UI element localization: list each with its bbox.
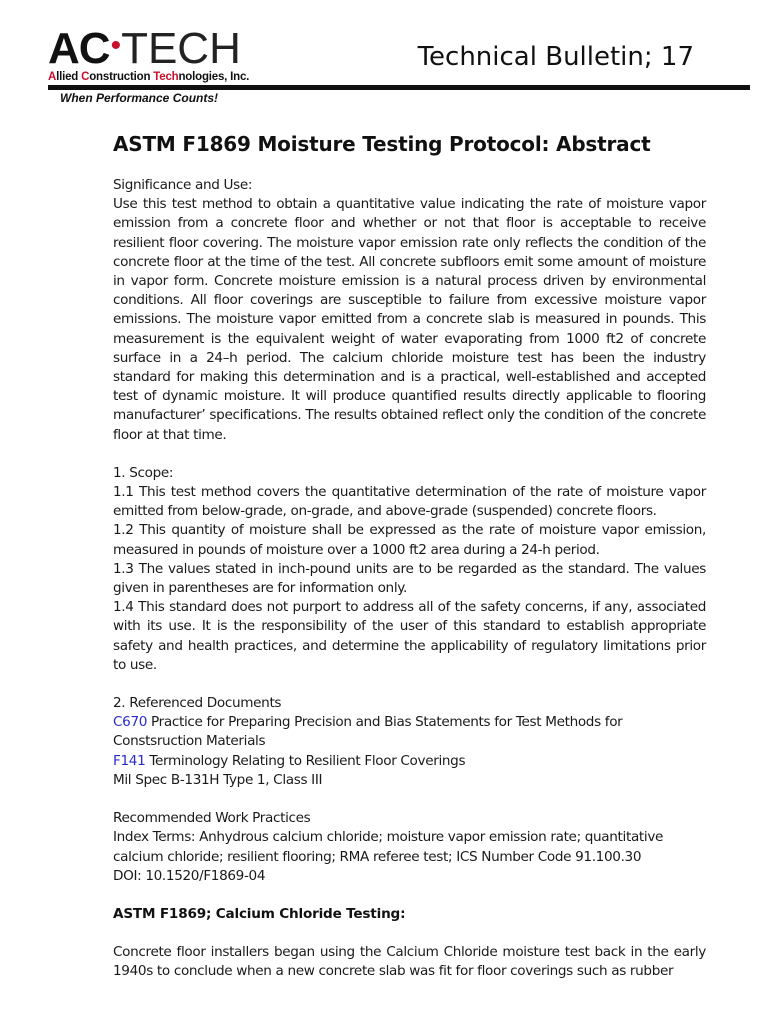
logo-sub-b: llied	[56, 71, 82, 83]
logo-wordmark	[48, 24, 249, 71]
c670-link[interactable]: C670	[113, 714, 148, 731]
c670-title: Practice for Preparing Precision and Bias Statements for Test Methods for Constsruction Materials	[113, 714, 623, 750]
logo-sub-d: onstruction	[89, 71, 154, 83]
calcium-heading: ASTM F1869; Calcium Chloride Testing:	[113, 905, 406, 922]
scope-heading: 1. Scope:	[113, 464, 174, 481]
company-logo	[48, 24, 249, 83]
reference-mil-spec: Mil Spec B-131H Type 1, Class III	[113, 771, 323, 788]
scope-item: 1.3 The values stated in inch-pound units are to be regarded as the standard. The values given in parentheses are for information only.	[113, 560, 706, 597]
scope-item: 1.4 This standard does not purport to address all of the safety concerns, if any, associated with its use. It is the responsibility of the user of this standard to establish appropriate safety and health practices, and determine the applicability of regulatory limitations prior to use.	[113, 599, 706, 673]
logo-sub-e: Tech	[153, 71, 179, 83]
logo-sub-a: A	[48, 71, 57, 83]
f141-link[interactable]: F141	[113, 752, 146, 769]
header-rule	[48, 85, 750, 90]
logo-tech: TECH	[121, 24, 241, 73]
spacer	[113, 675, 706, 694]
scope-item: 1.2 This quantity of moisture shall be expressed as the rate of moisture vapor emission, measured in pounds of moisture over a 1000 ft2 area during a 24-h period.	[113, 522, 706, 558]
spacer	[113, 924, 706, 943]
references-heading: 2. Referenced Documents	[113, 695, 282, 712]
calcium-body: Concrete floor installers began using the Calcium Chloride moisture test back in the early 1940s to conclude when a new concrete slab was fit for floor coverings such as rubber	[113, 944, 706, 980]
bulletin-title: Technical Bulletin; 17	[417, 42, 694, 72]
spacer	[113, 445, 706, 464]
practices-heading: Recommended Work Practices	[113, 810, 311, 827]
spacer	[113, 886, 706, 905]
logo-ac: AC	[48, 24, 110, 73]
logo-company-name	[48, 71, 249, 83]
significance-heading: Significance and Use:	[113, 177, 253, 193]
reference-c670	[113, 713, 706, 751]
doi: DOI: 10.1520/F1869-04	[113, 867, 266, 884]
scope-item: 1.1 This test method covers the quantitative determination of the rate of moisture vapor emitted from below-grade, on-grade, and above-grade (suspended) concrete floors.	[113, 484, 706, 520]
reference-f141	[113, 752, 706, 771]
document-body	[113, 132, 706, 982]
logo-dot: •	[110, 29, 121, 62]
f141-title: Terminology Relating to Resilient Floor Coverings	[145, 752, 466, 769]
index-terms: Index Terms: Anhydrous calcium chloride; moisture vapor emission rate; quantitative calcium chloride; resilient flooring; RMA referee test; ICS Number Code 91.100.30	[113, 829, 664, 865]
tagline: When Performance Counts!	[60, 91, 219, 105]
spacer	[113, 790, 706, 809]
page-header	[0, 0, 768, 110]
logo-sub-f: nologies, Inc.	[178, 71, 250, 83]
significance-body: Use this test method to obtain a quantitative value indicating the rate of moisture vapor emission from a concrete floor and whether or not that floor is acceptable to receive resilient floor covering. The moisture vapor emission rate only reflects the condition of the concrete floor at the time of the test. All concrete subfloors emit some amount of moisture in vapor form. Concrete moisture emission is a natural process driven by environmental conditions. All floor coverings are susceptible to failure from excessive moisture vapor emissions. The moisture vapor emitted from a concrete slab is measured in pounds. This measurement is the equivalent weight of water evaporating from 1000 ft2 of concrete surface in a 24–h period. The calcium chloride moisture test has been the industry standard for making this determination and is a practical, well-established and accepted test of dynamic moisture. It will produce quantified results directly applicable to flooring manufacturer’ specifications. The results obtained reflect only the condition of the concrete floor at that time.	[113, 196, 706, 443]
logo-sub-c: C	[81, 71, 90, 83]
page-title: ASTM F1869 Moisture Testing Protocol: Abstract	[113, 132, 651, 156]
